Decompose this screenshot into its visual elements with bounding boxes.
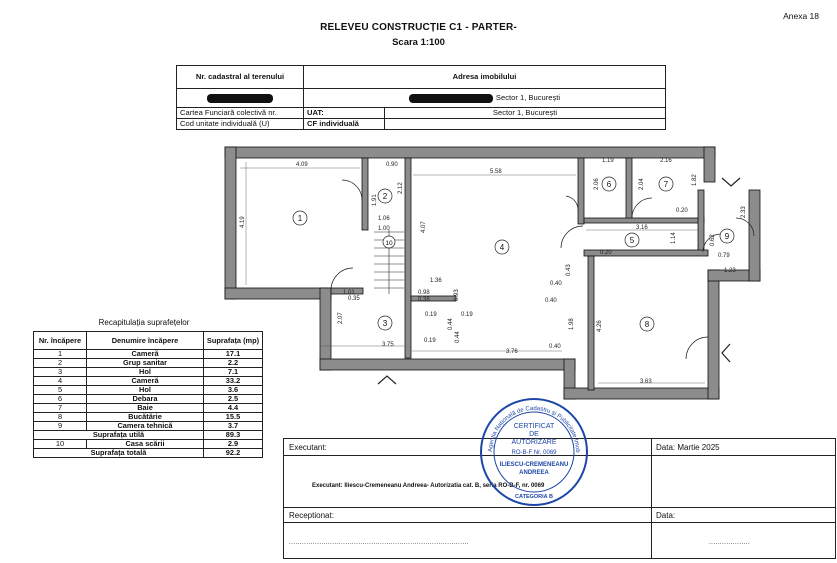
- room-area: 2.5: [204, 395, 263, 404]
- dimension-label: 0.38: [418, 297, 430, 303]
- plan-walls: [225, 147, 760, 399]
- dimension-label: 0.44: [448, 318, 454, 330]
- annex-label: Anexa 18: [783, 11, 819, 21]
- room-number: 6: [606, 180, 612, 189]
- document-title: RELEVEU CONSTRUCȚIE C1 - PARTER-: [320, 22, 517, 33]
- signature-dots: ...................................................................................: [289, 540, 469, 546]
- room-area: 17.1: [204, 350, 263, 359]
- stamp-line: RO-B-F Nr. 0069: [511, 450, 557, 456]
- room-name: Hol: [87, 386, 204, 395]
- dimension-label: 1.14: [671, 232, 677, 244]
- dimension-label: 0.40: [545, 298, 557, 304]
- room-name: Casa scării: [87, 440, 204, 449]
- dimension-label: 1.98: [569, 318, 575, 330]
- dimension-label: 1.36: [430, 278, 442, 284]
- summary-title: Recapitulația suprafețelor: [98, 318, 190, 327]
- useful-area-value: 89.3: [204, 431, 263, 440]
- dimension-label: 0.79: [718, 253, 730, 259]
- dimension-label: 0.98: [418, 290, 430, 296]
- executant-text: Executant: Iliescu-Cremeneanu Andreea- Autorizatia cat. B, seria RO-B-F, nr. 0069: [312, 483, 545, 489]
- land-book-label-cell: Cartea Funciară colectivă nr.: [177, 108, 304, 119]
- dimension-label: 3.75: [382, 342, 394, 348]
- dimension-label: 1.06: [378, 216, 390, 222]
- dimension-label: 0.19: [425, 312, 437, 318]
- room-name: Hol: [87, 368, 204, 377]
- dimension-label: 4.26: [597, 320, 603, 332]
- dimension-label: 0.20: [676, 208, 688, 214]
- dimension-label: 2.06: [594, 178, 600, 190]
- dimension-label: 2.07: [338, 312, 344, 324]
- room-number: 5: [629, 236, 635, 245]
- dimension-label: 0.62: [710, 234, 716, 246]
- summary-header: Suprafața (mp): [204, 332, 263, 350]
- room-number: 8: [644, 320, 650, 329]
- dimension-label: 0.40: [550, 281, 562, 287]
- room-number: 2: [382, 192, 388, 201]
- scale-label: Scara 1:100: [392, 37, 445, 48]
- room-id: 10: [34, 440, 87, 449]
- room-name: Debara: [87, 395, 204, 404]
- room-id: 2: [34, 359, 87, 368]
- room-id: 8: [34, 413, 87, 422]
- dimension-label: 2.16: [660, 158, 672, 164]
- dimension-label: 0.90: [386, 162, 398, 168]
- dimension-label: 2.04: [639, 178, 645, 190]
- room-number: 4: [499, 243, 505, 252]
- stamp-line: CERTIFICAT: [513, 423, 555, 430]
- dimension-label: 4.09: [296, 162, 308, 168]
- total-area-row: [34, 449, 263, 458]
- dimension-label: 0.20: [600, 250, 612, 256]
- room-id: 1: [34, 350, 87, 359]
- address-label-cell: Adresa imobilului: [304, 66, 666, 89]
- room-number: 7: [663, 180, 669, 189]
- room-area: 7.1: [204, 368, 263, 377]
- date-dots: ...................: [709, 540, 751, 546]
- stamp-line: DE: [529, 431, 539, 438]
- room-area: 2.9: [204, 440, 263, 449]
- dimension-label: 2.33: [741, 206, 747, 218]
- dimension-lines: [240, 162, 705, 383]
- unit-code-label-cell: Cod unitate individuală (U): [177, 119, 304, 130]
- area-summary-table: [33, 331, 263, 458]
- room-number: 3: [382, 319, 388, 328]
- dimension-label: 4.19: [240, 216, 246, 228]
- room-id: 3: [34, 368, 87, 377]
- dimension-label: 3.16: [636, 225, 648, 231]
- room-number: 10: [385, 240, 393, 247]
- dimension-label: 0.43: [566, 264, 572, 276]
- dimension-label: 1.19: [602, 158, 614, 164]
- room-area: 4.4: [204, 404, 263, 413]
- room-name: Baie: [87, 404, 204, 413]
- dimension-label: 1.00: [378, 226, 390, 232]
- room-id: 9: [34, 422, 87, 431]
- stamp-line: ANDREEA: [519, 470, 549, 476]
- dimension-label: 0.35: [348, 296, 360, 302]
- dimension-label: 0.93: [454, 289, 460, 301]
- receptionat-date-label: Data:: [656, 511, 676, 520]
- room-area: 33.2: [204, 377, 263, 386]
- date-label: Data: Martie 2025: [656, 443, 720, 452]
- dimension-label: 0.40: [549, 344, 561, 350]
- dimension-label: 0.19: [461, 312, 473, 318]
- room-area: 3.7: [204, 422, 263, 431]
- room-number: 9: [724, 232, 730, 241]
- room-area: 3.6: [204, 386, 263, 395]
- total-area-label: Suprafața totală: [34, 449, 204, 458]
- room-name: Cameră: [87, 377, 204, 386]
- total-area-value: 92.2: [204, 449, 263, 458]
- dimension-label: 5.58: [490, 169, 502, 175]
- dimension-label: 2.12: [398, 182, 404, 194]
- room-number: 1: [297, 214, 303, 223]
- room-id: 5: [34, 386, 87, 395]
- room-name: Bucătărie: [87, 413, 204, 422]
- divider: [651, 439, 652, 558]
- uat-label-cell: UAT:: [304, 108, 385, 119]
- stamp-line: ILIESCU-CREMENEANU: [499, 462, 569, 468]
- room-name: Camera tehnică: [87, 422, 204, 431]
- cadastral-label-cell: Nr. cadastral al terenului: [177, 66, 304, 89]
- stamp-line: AUTORIZARE: [511, 439, 557, 446]
- dimension-label: 0.44: [455, 331, 461, 343]
- useful-area-label: Suprafața utilă: [34, 431, 204, 440]
- stamp-line: CATEGORIA B: [515, 494, 553, 500]
- authorization-stamp: [478, 396, 590, 508]
- room-id: 6: [34, 395, 87, 404]
- dimension-label: 1.82: [692, 174, 698, 186]
- room-name: Grup sanitar: [87, 359, 204, 368]
- stamp-ring-text: Agenția Națională de Cadastru și Publicitate Imob: [487, 405, 581, 453]
- dimension-label: 1.01: [343, 290, 355, 296]
- dimension-label: 3.76: [506, 349, 518, 355]
- dimension-label: 4.07: [421, 221, 427, 233]
- uat-value-cell: Sector 1, București: [385, 108, 666, 119]
- summary-header: Denumire încăpere: [87, 332, 204, 350]
- executant-label: Executant:: [289, 443, 327, 452]
- room-area: 15.5: [204, 413, 263, 422]
- dimension-label: 1.91: [372, 194, 378, 206]
- room-area: 2.2: [204, 359, 263, 368]
- room-id: 7: [34, 404, 87, 413]
- room-name: Cameră: [87, 350, 204, 359]
- address-value: Sector 1, București: [495, 93, 561, 102]
- room-id: 4: [34, 377, 87, 386]
- summary-header: Nr. încăpere: [34, 332, 87, 350]
- dimension-label: 3.63: [640, 379, 652, 385]
- door-arcs: [331, 180, 754, 359]
- divider: [284, 522, 835, 523]
- dimension-label: 0.19: [424, 338, 436, 344]
- receptionat-label: Receptionat:: [289, 511, 334, 520]
- dimension-label: 1.23: [724, 268, 736, 274]
- cf-label-cell: CF individuală: [304, 119, 385, 130]
